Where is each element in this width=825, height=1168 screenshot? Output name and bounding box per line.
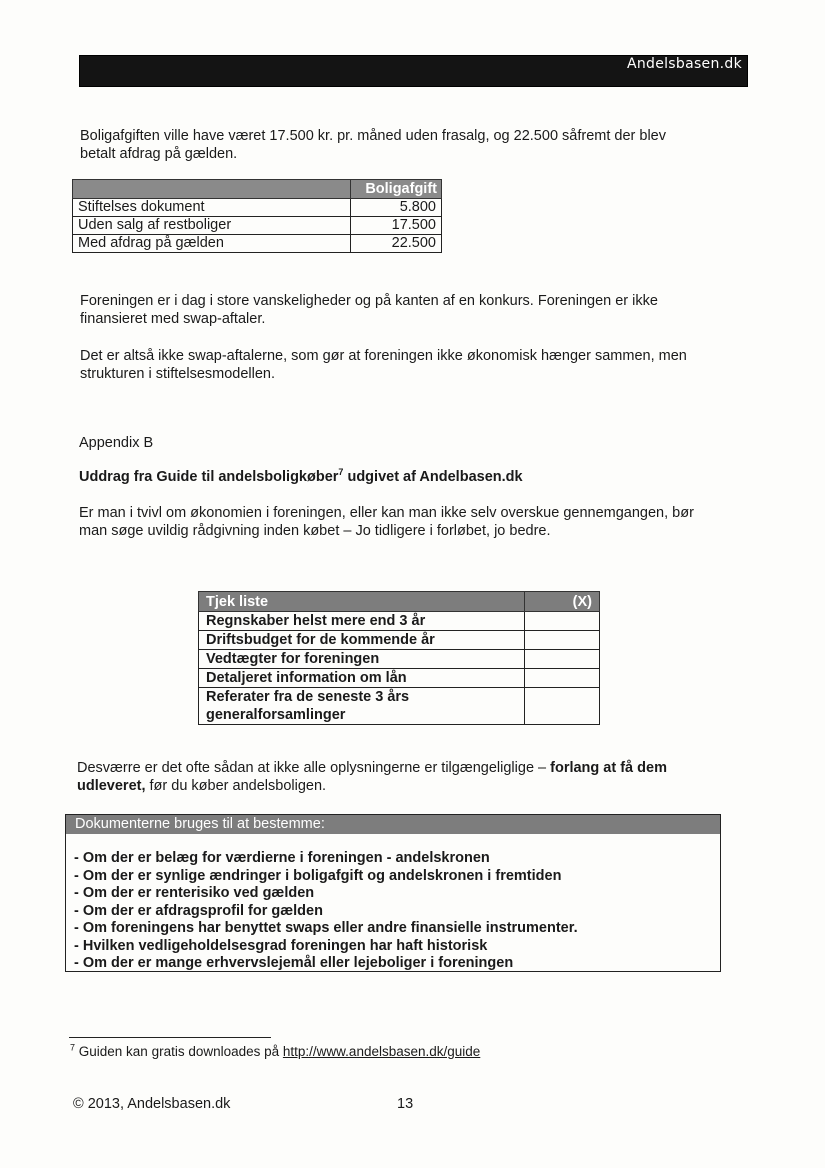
warning-text-end: før du køber andelsboligen. bbox=[145, 778, 327, 794]
footnote bbox=[70, 1043, 480, 1061]
rent-table bbox=[72, 179, 442, 253]
intro-paragraph bbox=[80, 127, 666, 163]
appendix-text bbox=[79, 504, 694, 540]
header-bar bbox=[79, 55, 748, 87]
checklist-item: Vedtægter for foreningen bbox=[199, 650, 525, 669]
table-row bbox=[73, 199, 442, 217]
footnote-ref: 7 bbox=[338, 467, 344, 478]
rent-table-header bbox=[73, 180, 442, 199]
checklist-header bbox=[199, 592, 600, 612]
appendix-text-line-2: man søge uvildig rådgivning inden købet – Jo tidligere i forløbet, jo bedre. bbox=[79, 523, 551, 539]
footnote-divider bbox=[69, 1037, 271, 1038]
paragraph-2-line-1: Det er altså ikke swap-aftalerne, som gør at foreningen ikke økonomisk hænger sammen, men bbox=[80, 348, 687, 364]
table-row bbox=[199, 631, 600, 650]
paragraph-1 bbox=[80, 292, 658, 328]
checklist-checkbox[interactable] bbox=[524, 631, 599, 650]
checklist-checkbox[interactable] bbox=[524, 669, 599, 688]
checklist-checkbox[interactable] bbox=[524, 688, 599, 725]
list-item: - Om foreningens har benyttet swaps eller andre finansielle instrumenter. bbox=[74, 920, 578, 936]
rent-table-header-label: Boligafgift bbox=[351, 180, 442, 199]
footnote-text: Guiden kan gratis downloades på bbox=[75, 1044, 283, 1059]
list-item: - Om der er afdragsprofil for gælden bbox=[74, 902, 323, 919]
header-brand: Andelsbasen.dk bbox=[626, 56, 742, 72]
page-number: 13 bbox=[397, 1096, 414, 1112]
documents-header: Dokumenterne bruges til at bestemme: bbox=[66, 815, 720, 834]
paragraph-1-line-1: Foreningen er i dag i store vanskeligheder og på kanten af en konkurs. Foreningen er ikke bbox=[80, 293, 658, 309]
table-row bbox=[199, 650, 600, 669]
appendix-label: Appendix B bbox=[79, 435, 154, 451]
intro-line-2: betalt afdrag på gælden. bbox=[80, 146, 238, 162]
table-row bbox=[73, 235, 442, 253]
rent-row-label: Uden salg af restboliger bbox=[73, 217, 351, 235]
list-item: - Om der er renterisiko ved gælden bbox=[74, 885, 315, 901]
rent-row-value: 22.500 bbox=[351, 235, 442, 253]
checklist-mark-header: (X) bbox=[524, 592, 599, 612]
paragraph-2-line-2: strukturen i stiftelsesmodellen. bbox=[80, 366, 276, 382]
footnote-number: 7 bbox=[70, 1042, 76, 1053]
warning-text bbox=[77, 759, 737, 795]
appendix-heading-text: Uddrag fra Guide til andelsboligkøber bbox=[79, 469, 339, 485]
warning-emphasis: forlang at få dem bbox=[550, 760, 667, 776]
intro-line-1: Boligafgiften ville have været 17.500 kr. pr. måned uden frasalg, og 22.500 såfremt der blev bbox=[80, 128, 666, 144]
list-item: - Om der er belæg for værdierne i foreningen - andelskronen bbox=[74, 850, 490, 866]
checklist-item: Driftsbudget for de kommende år bbox=[199, 631, 525, 650]
table-row bbox=[73, 217, 442, 235]
checklist-table bbox=[198, 591, 600, 725]
checklist-item: Detaljeret information om lån bbox=[199, 669, 525, 688]
checklist-item: Regnskaber helst mere end 3 år bbox=[199, 612, 525, 631]
appendix-heading bbox=[79, 468, 523, 486]
guide-link[interactable]: http://www.andelsbasen.dk/guide bbox=[282, 1044, 481, 1059]
appendix-heading-suffix: udgivet af Andelbasen.dk bbox=[343, 469, 523, 485]
checklist-header-label: Tjek liste bbox=[199, 592, 525, 612]
rent-row-label: Med afdrag på gælden bbox=[73, 235, 351, 253]
table-row bbox=[199, 669, 600, 688]
table-row bbox=[199, 612, 600, 631]
list-item: - Om der er mange erhvervslejemål eller lejeboliger i foreningen bbox=[74, 955, 514, 971]
footer-copyright: © 2013, Andelsbasen.dk bbox=[73, 1096, 231, 1112]
appendix-text-line-1: Er man i tvivl om økonomien i foreningen, eller kan man ikke selv overskue gennemgangen, bør bbox=[79, 505, 694, 521]
table-row bbox=[199, 688, 600, 725]
rent-row-label: Stiftelses dokument bbox=[73, 199, 351, 217]
paragraph-2 bbox=[80, 347, 687, 383]
rent-row-value: 5.800 bbox=[351, 199, 442, 217]
warning-text-start: Desværre er det ofte sådan at ikke alle oplysningerne er tilgængeliglige – bbox=[77, 760, 551, 776]
checklist-item: Referater fra de seneste 3 års generalforsamlinger bbox=[199, 688, 525, 725]
checklist-checkbox[interactable] bbox=[524, 612, 599, 631]
list-item: - Om der er synlige ændringer i boligafgift og andelskronen i fremtiden bbox=[74, 867, 562, 884]
documents-list bbox=[66, 834, 720, 973]
checklist-checkbox[interactable] bbox=[524, 650, 599, 669]
rent-table-header-blank bbox=[73, 180, 351, 199]
list-item: - Hvilken vedligeholdelsesgrad foreningen har haft historisk bbox=[74, 937, 488, 954]
warning-emphasis-2: udleveret, bbox=[77, 778, 146, 794]
documents-box bbox=[65, 814, 721, 972]
paragraph-1-line-2: finansieret med swap-aftaler. bbox=[80, 311, 266, 327]
warning-paragraph bbox=[77, 759, 737, 795]
rent-row-value: 17.500 bbox=[351, 217, 442, 235]
